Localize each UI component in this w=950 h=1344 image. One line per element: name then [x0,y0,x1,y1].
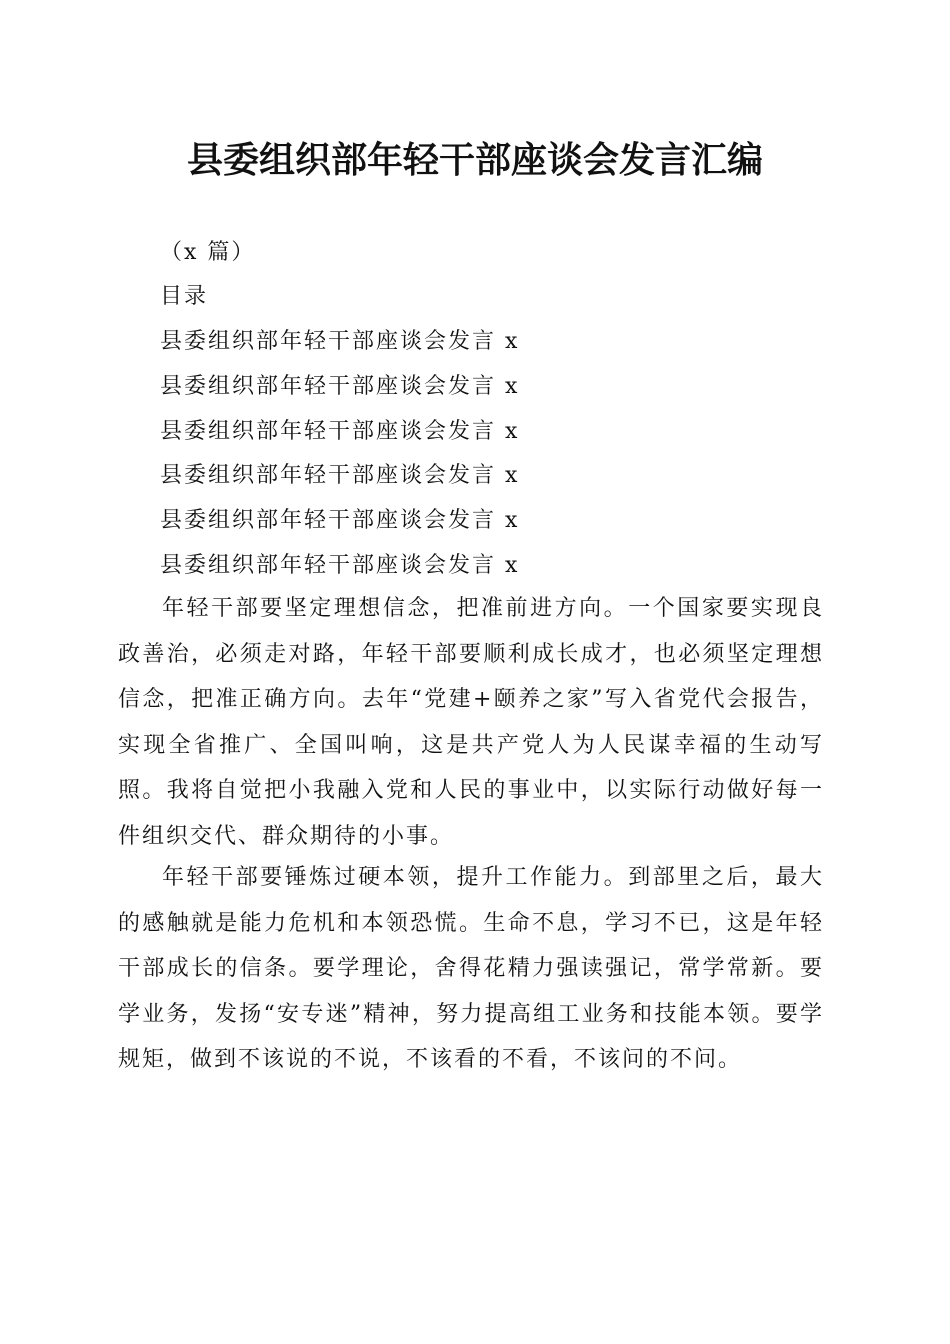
body-paragraph: 年轻干部要坚定理想信念，把准前进方向。一个国家要实现良政善治，必须走对路，年轻干部要顺利成长成才，也必须坚定理想信念，把准正确方向。去年“党建+颐养之家”写入省党代会报告，实现全省推广、全国叫响，这是共产党人为人民谋幸福的生动写照。我将自觉把小我融入党和人民的事业中，以实际行动做好每一件组织交代、群众期待的小事。 [118,596,824,849]
article-count: （x 篇） [160,240,256,265]
toc-item: 县委组织部年轻干部座谈会发言 x [160,373,520,399]
toc-item: 县委组织部年轻干部座谈会发言 x [160,508,520,534]
document-title: 县委组织部年轻干部座谈会发言汇编 [186,139,763,181]
toc-item: 县委组织部年轻干部座谈会发言 x [160,418,520,444]
toc-heading: 目录 [160,284,209,309]
toc-item: 县委组织部年轻干部座谈会发言 x [160,552,520,578]
toc-item: 县委组织部年轻干部座谈会发言 x [160,463,520,489]
toc-item: 县委组织部年轻干部座谈会发言 x [160,329,520,354]
body-paragraph: 年轻干部要锤炼过硬本领，提升工作能力。到部里之后，最大的感触就是能力危机和本领恐慌。生命不息，学习不已，这是年轻干部成长的信条。要学理论，舍得花精力强读强记，常学常新。要学业务，发扬“安专迷”精神，努力提高组工业务和技能本领。要学规矩，做到不该说的不说，不该看的不看，不该问的不问。 [118,865,824,1072]
table-of-contents [160,320,860,589]
